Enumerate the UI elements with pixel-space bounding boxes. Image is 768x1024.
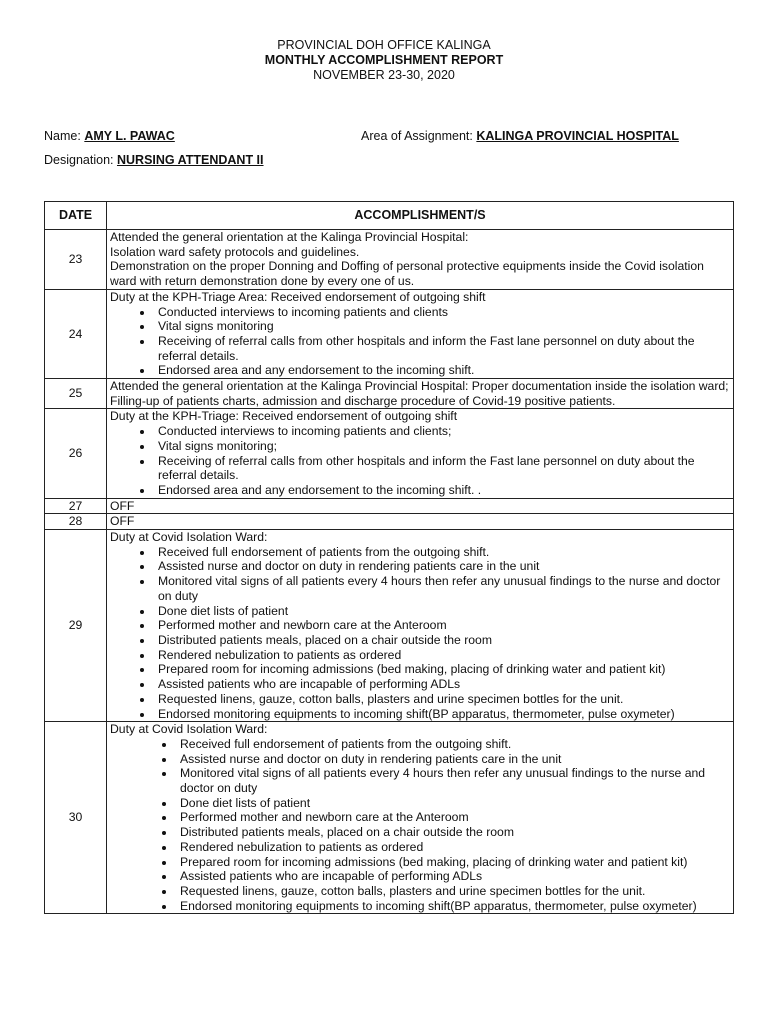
assignment-line	[361, 129, 679, 144]
accomplishment-text: Demonstration on the proper Donning and Doffing of personal protective equipments inside the Covid isolation ward with return demonstration done by every one of us.	[110, 259, 704, 289]
accomplishment-cell	[107, 530, 734, 722]
accomplishment-cell	[107, 289, 734, 378]
accomplishment-cell	[107, 230, 734, 290]
task-item: • Endorsed monitoring equipments to incoming shift(BP apparatus, thermometer, pulse oxymeter)	[154, 707, 730, 722]
task-item: • Rendered nebulization to patients as ordered	[154, 648, 730, 663]
report-title: MONTHLY ACCOMPLISHMENT REPORT	[264, 53, 504, 67]
office-name: PROVINCIAL DOH OFFICE KALINGA	[277, 38, 491, 52]
designation-label: Designation:	[44, 153, 114, 167]
task-item: • Received full endorsement of patients from the outgoing shift.	[154, 545, 730, 560]
task-item: • Assisted nurse and doctor on duty in rendering patients care in the unit	[154, 559, 730, 574]
task-item: • Endorsed area and any endorsement to the incoming shift.	[154, 363, 730, 378]
accomplishment-text: Attended the general orientation at the Kalinga Provincial Hospital: Proper documentation inside the isolation ward; Filling-up of patients charts, admission and discharge procedure of Covid-19 positive patients.	[110, 379, 729, 408]
table-row	[45, 409, 734, 498]
name-label: Name:	[44, 129, 81, 143]
designation-value: NURSING ATTENDANT II	[116, 153, 264, 167]
date-column-header: DATE	[45, 202, 107, 230]
table-row	[45, 530, 734, 722]
task-item: • Prepared room for incoming admissions (bed making, placing of drinking water and patient kit)	[176, 855, 730, 870]
date-cell: 29	[45, 530, 107, 722]
accomplishment-cell	[107, 409, 734, 498]
task-list	[110, 424, 730, 498]
task-item: • Assisted patients who are incapable of performing ADLs	[176, 869, 730, 884]
task-item: • Prepared room for incoming admissions (bed making, placing of drinking water and patient kit)	[154, 662, 730, 677]
accomplishment-text: Attended the general orientation at the Kalinga Provincial Hospital:	[110, 230, 469, 244]
task-item: • Receiving of referral calls from other hospitals and inform the Fast lane personnel on duty about the referral details.	[154, 334, 730, 363]
accomplishment-text: Duty at the KPH-Triage: Received endorsement of outgoing shift	[110, 409, 458, 424]
task-list	[110, 305, 730, 379]
task-item: • Requested linens, gauze, cotton balls, plasters and urine specimen bottles for the unit.	[176, 884, 730, 899]
task-item: • Receiving of referral calls from other hospitals and inform the Fast lane personnel on duty about the referral details.	[154, 454, 730, 483]
report-header	[0, 38, 768, 83]
task-item: • Distributed patients meals, placed on a chair outside the room	[176, 825, 730, 840]
task-item: • Monitored vital signs of all patients every 4 hours then refer any unusual findings to the nurse and doctor on duty	[176, 766, 730, 795]
accomplishment-cell	[107, 722, 734, 914]
assignment-label: Area of Assignment:	[361, 129, 473, 143]
table-row	[45, 722, 734, 914]
date-cell: 25	[45, 379, 107, 409]
task-item: • Conducted interviews to incoming patients and clients	[154, 305, 730, 320]
task-item: • Performed mother and newborn care at the Anteroom	[176, 810, 730, 825]
name-line	[44, 129, 175, 144]
date-cell: 24	[45, 289, 107, 378]
accomplishment-text: Duty at the KPH-Triage Area: Received endorsement of outgoing shift	[110, 289, 486, 304]
task-item: • Requested linens, gauze, cotton balls, plasters and urine specimen bottles for the unit.	[154, 692, 730, 707]
accomplishment-cell	[107, 498, 734, 514]
date-cell: 30	[45, 722, 107, 914]
designation-line	[44, 153, 264, 168]
task-item: • Conducted interviews to incoming patients and clients;	[154, 424, 730, 439]
accomplishment-text: Duty at Covid Isolation Ward:	[110, 530, 268, 545]
task-item: • Monitored vital signs of all patients every 4 hours then refer any unusual findings to the nurse and doctor on duty	[154, 574, 730, 603]
task-list	[110, 737, 730, 913]
task-item: • Assisted patients who are incapable of performing ADLs	[154, 677, 730, 692]
table-row	[45, 514, 734, 530]
table-row	[45, 379, 734, 409]
task-item: • Assisted nurse and doctor on duty in rendering patients care in the unit	[176, 752, 730, 767]
report-period: NOVEMBER 23-30, 2020	[313, 68, 455, 82]
task-item: • Vital signs monitoring;	[154, 439, 730, 454]
employee-name: AMY L. PAWAC	[84, 129, 175, 143]
date-cell: 23	[45, 230, 107, 290]
date-cell: 27	[45, 498, 107, 514]
table-row	[45, 498, 734, 514]
table-body	[45, 230, 734, 914]
task-item: • Received full endorsement of patients from the outgoing shift.	[176, 737, 730, 752]
task-item: • Endorsed area and any endorsement to the incoming shift. .	[154, 483, 730, 498]
task-item: • Distributed patients meals, placed on a chair outside the room	[154, 633, 730, 648]
task-list	[110, 545, 730, 721]
accomplishment-table	[44, 201, 734, 914]
accomplishment-cell	[107, 379, 734, 409]
task-item: • Done diet lists of patient	[154, 604, 730, 619]
task-item: • Vital signs monitoring	[154, 319, 730, 334]
task-item: • Rendered nebulization to patients as ordered	[176, 840, 730, 855]
accomplishment-text: Duty at Covid Isolation Ward:	[110, 722, 268, 737]
accomplishment-text: OFF	[110, 514, 135, 529]
task-item: • Done diet lists of patient	[176, 796, 730, 811]
table-row	[45, 230, 734, 290]
table-header-row	[45, 202, 734, 230]
date-cell: 28	[45, 514, 107, 530]
accomplishments-column-header: ACCOMPLISHMENT/S	[107, 202, 734, 230]
date-cell: 26	[45, 409, 107, 498]
accomplishment-text: OFF	[110, 498, 135, 513]
task-item: • Endorsed monitoring equipments to incoming shift(BP apparatus, thermometer, pulse oxymeter)	[176, 899, 730, 914]
accomplishment-text: Isolation ward safety protocols and guidelines.	[110, 244, 360, 259]
accomplishment-cell	[107, 514, 734, 530]
table-row	[45, 289, 734, 378]
task-item: • Performed mother and newborn care at the Anteroom	[154, 618, 730, 633]
assignment-value: KALINGA PROVINCIAL HOSPITAL	[476, 129, 679, 143]
